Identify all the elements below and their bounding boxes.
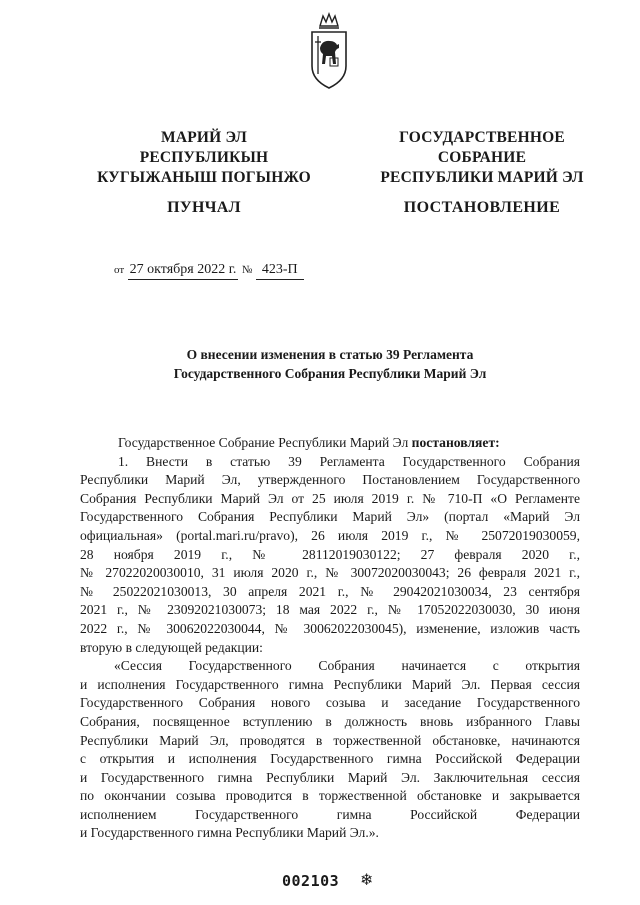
body-line: Государственного Собрания нового созыва и заседание Государственного	[80, 695, 580, 711]
body-line: 28 ноября 2019 г., № 28112019030122; 27 февраля 2020 г.,	[80, 546, 580, 562]
header-left-line: МАРИЙ ЭЛ	[161, 129, 247, 146]
doc-type-mari: ПУНЧАЛ	[167, 199, 241, 216]
header-right	[360, 128, 604, 188]
document-body	[80, 434, 580, 843]
header-left-line: РЕСПУБЛИКЫН	[139, 149, 269, 166]
body-line: Собрания Республики Марий Эл от 25 июля 2019 г. № 710-П «О Регламенте	[80, 490, 580, 506]
body-line: Государственного Собрания Республики Марий Эл» (портал «Марий Эл	[80, 509, 580, 525]
body-line: 1. Внести в статью 39 Регламента Государственного Собрания	[118, 453, 580, 469]
body-line: и Государственного гимна Республики Марий Эл. Заключительная сессия	[80, 769, 580, 785]
body-line: «Сессия Государственного Собрания начинается с открытия	[114, 658, 580, 674]
body-line: № 25022021030013, 30 апреля 2021 г., № 29042021030034, 23 сентября	[80, 583, 580, 599]
body-intro-bold: постановляет:	[411, 435, 500, 450]
header-right-line: РЕСПУБЛИКИ МАРИЙ ЭЛ	[380, 169, 584, 186]
body-line: вторую в следующей редакции:	[80, 639, 263, 655]
body-intro	[80, 434, 580, 453]
body-line: 2022 г., № 30062022030044, № 30062022030045), изменение, изложив часть	[80, 620, 580, 636]
doc-type-russian: ПОСТАНОВЛЕНИЕ	[403, 199, 561, 216]
body-intro-text: Государственное Собрание Республики Марий Эл	[118, 435, 412, 450]
body-line: официальная» (portal.mari.ru/pravo), 26 июля 2019 г., № 25072019030059,	[80, 527, 580, 543]
header-left-line: КУГЫЖАНЫШ ПОГЫНЖО	[97, 169, 311, 186]
body-line: исполнением Государственного гимна Российской Федерации	[80, 806, 580, 822]
header-right-line: СОБРАНИЕ	[437, 149, 527, 166]
header-left	[86, 128, 322, 188]
serial-number: 002103	[282, 872, 340, 890]
title-line: Государственного Собрания Республики Марий Эл	[173, 366, 487, 381]
body-line: с открытия и исполнения Государственного гимна Российской Федерации	[80, 751, 580, 767]
title-line: О внесении изменения в статью 39 Регламента	[186, 347, 474, 362]
coat-of-arms-icon	[308, 12, 350, 90]
dateline	[114, 262, 304, 280]
document-title	[60, 345, 600, 383]
body-line: Республики Марий Эл, утвержденного Постановлением Государственного	[80, 472, 580, 488]
header-right-line: ГОСУДАРСТВЕННОЕ	[399, 129, 565, 146]
snowflake-icon: ❄	[360, 870, 374, 889]
dateline-prefix: от	[114, 264, 125, 276]
body-line: № 27022020030010, 31 июля 2020 г., № 30072020030043; 26 февраля 2021 г.,	[80, 565, 580, 581]
body-line: и исполнения Государственного гимна Республики Марий Эл. Первая сессия	[80, 676, 580, 692]
body-line: Собрания, посвященное вступлению в должность вновь избранного Главы	[80, 713, 580, 729]
body-line: и Государственного гимна Республики Марий Эл.».	[80, 825, 379, 841]
body-line: Республики Марий Эл, проводятся в торжественной обстановке, начинаются	[80, 732, 580, 748]
document-date: 27 октября 2022 г.	[128, 262, 239, 280]
body-line: 2021 г., № 23092021030073; 18 мая 2022 г., № 17052022030030, 30 июня	[80, 602, 580, 618]
body-line: по окончании созыва проводится в торжественной обстановке и закрывается	[80, 788, 580, 804]
number-sign: №	[241, 264, 253, 276]
document-number: 423-П	[256, 262, 304, 280]
